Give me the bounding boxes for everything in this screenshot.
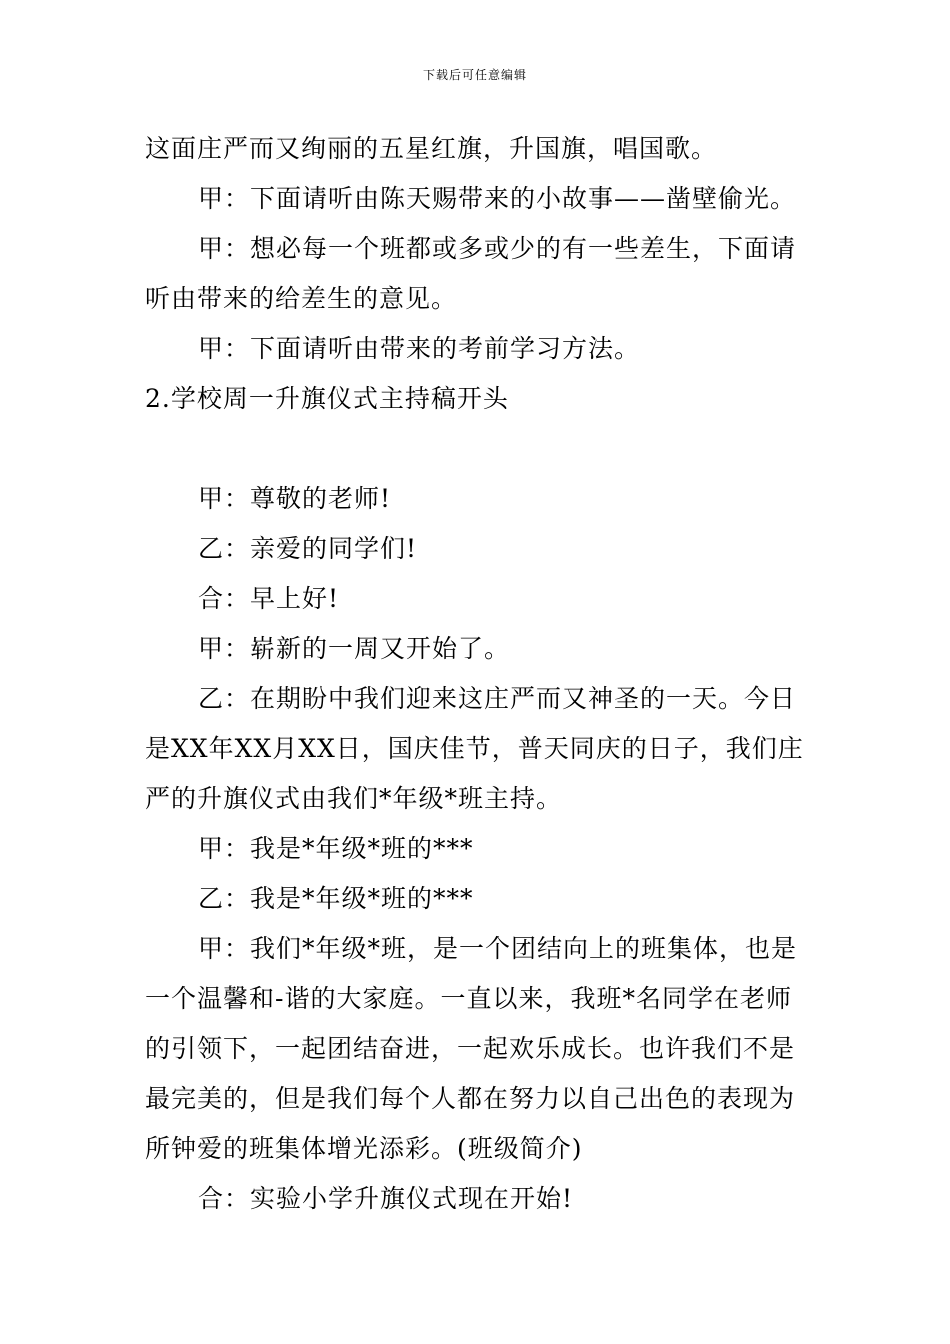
paragraph-line: 听由带来的给差生的意见。 (145, 284, 458, 313)
paragraph-line: 是XX年XX月XX日，国庆佳节，普天同庆的日子，我们庄 (145, 734, 804, 763)
paragraph-line: 的引领下，一起团结奋进，一起欢乐成长。也许我们不是 (145, 1034, 796, 1063)
paragraph-line: 一个温馨和-谐的大家庭。一直以来，我班*名同学在老师 (145, 984, 792, 1013)
paragraph-line: 这面庄严而又绚丽的五星红旗，升国旗，唱国歌。 (145, 134, 718, 163)
paragraph-line: 甲：下面请听由陈天赐带来的小故事——凿壁偷光。 (198, 184, 797, 213)
paragraph-line: 乙：我是*年级*班的*** (198, 884, 474, 913)
paragraph-line: 合：实验小学升旗仪式现在开始! (198, 1184, 574, 1213)
paragraph-line: 合：早上好! (198, 584, 340, 613)
paragraph-line: 所钟爱的班集体增光添彩。(班级简介) (145, 1134, 583, 1163)
blank-line (145, 424, 810, 474)
paragraph-line: 甲：我是*年级*班的*** (198, 834, 474, 863)
document-body (145, 124, 810, 1224)
paragraph-line: 严的升旗仪式由我们*年级*班主持。 (145, 784, 563, 813)
paragraph-line: 甲：想必每一个班都或多或少的有一些差生，下面请 (198, 234, 797, 263)
paragraph-line: 乙：亲爱的同学们! (198, 534, 418, 563)
paragraph-line: 甲：下面请听由带来的考前学习方法。 (198, 334, 641, 363)
section-heading: 2.学校周一升旗仪式主持稿开头 (145, 384, 509, 413)
paragraph-line: 甲：我们*年级*班，是一个团结向上的班集体，也是 (198, 934, 798, 963)
paragraph-line: 乙：在期盼中我们迎来这庄严而又神圣的一天。今日 (198, 684, 797, 713)
paragraph-line: 甲：尊敬的老师! (198, 484, 392, 513)
paragraph-line: 最完美的，但是我们每个人都在努力以自己出色的表现为 (145, 1084, 796, 1113)
paragraph-line: 甲：崭新的一周又开始了。 (198, 634, 511, 663)
page-header-note: 下载后可任意编辑 (422, 68, 527, 82)
